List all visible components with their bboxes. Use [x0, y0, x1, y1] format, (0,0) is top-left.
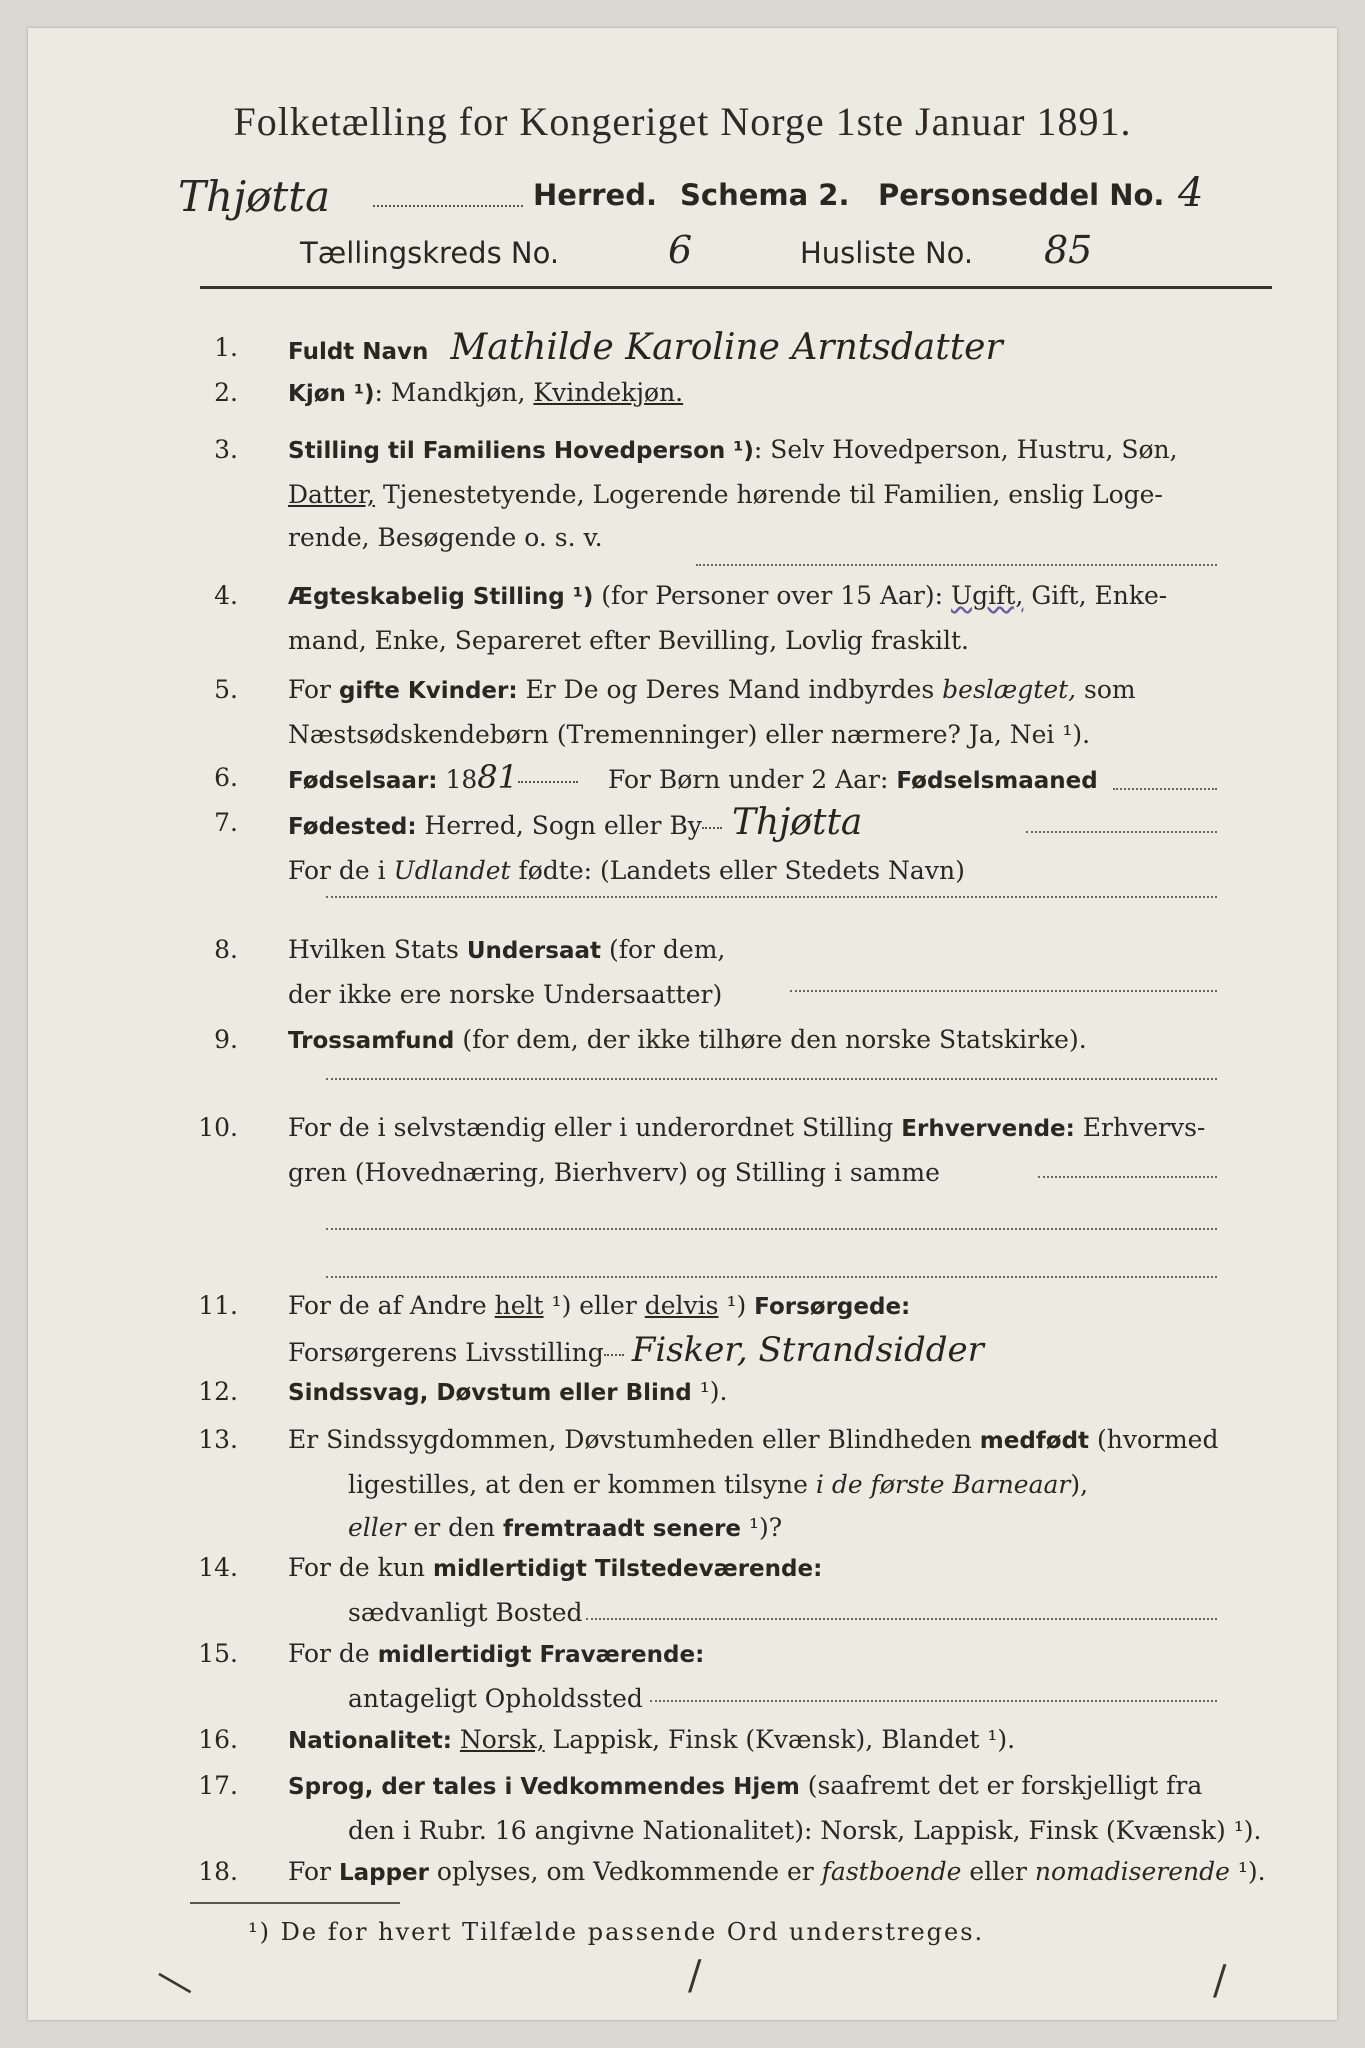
selected-option: Kvindekjøn. — [533, 378, 684, 407]
herred-name: Thjøtta — [178, 172, 331, 221]
dotted-line — [326, 1228, 1217, 1230]
field-label: Fuldt Navn — [288, 339, 429, 365]
form-title: Folketælling for Kongeriget Norge 1ste Januar 1891. — [233, 99, 1132, 144]
selected-option: Norsk, — [459, 1725, 545, 1754]
selected-option: Ugift, — [951, 581, 1024, 610]
herred-label: Herred. — [533, 178, 657, 212]
footnote-divider — [190, 1902, 400, 1904]
dotted-line — [326, 1276, 1217, 1278]
pencil-mark: / — [688, 1953, 702, 1999]
dotted-leader — [650, 1700, 1217, 1702]
husliste-number: 85 — [1044, 228, 1093, 272]
dotted-leader — [1113, 788, 1217, 790]
dotted-leader — [373, 204, 523, 207]
dotted-leader — [1038, 1176, 1217, 1178]
husliste-label: Husliste No. — [800, 236, 974, 270]
dotted-line — [326, 1078, 1217, 1080]
header-divider — [200, 286, 1272, 289]
taellingskreds-label: Tællingskreds No. — [300, 236, 560, 270]
birth-year-answer: 81 — [477, 758, 518, 796]
selected-option: Datter, — [288, 480, 375, 509]
footnote: ¹) De for hvert Tilfælde passende Ord understreges. — [248, 1918, 985, 1946]
taellingskreds-number: 6 — [668, 228, 693, 272]
schema-label: Schema 2. — [680, 178, 850, 212]
birthplace-answer: Thjøtta — [731, 802, 863, 843]
dotted-leader — [790, 990, 1217, 992]
pencil-mark: / — [1213, 1958, 1227, 2004]
pencil-mark: — — [147, 1951, 205, 2011]
dotted-line — [326, 896, 1217, 898]
personseddel-number: 4 — [1178, 170, 1204, 216]
personseddel-label: Personseddel No. — [878, 178, 1165, 212]
supporter-occupation-answer: Fisker, Strandsidder — [631, 1330, 984, 1370]
dotted-leader — [586, 1618, 1217, 1620]
dotted-leader — [1026, 831, 1217, 833]
full-name-answer: Mathilde Karoline Arntsdatter — [450, 327, 1003, 368]
census-form-page: Folketælling for Kongeriget Norge 1ste Januar 1891. Thjøtta Herred. Schema 2. Personseddel No. 4 Tællingskreds No. 6 Husliste No. 85 1. Fuldt Navn Mathilde Karoline Arntsdatter 2. Kjøn ¹): Mandkjøn, Kvindekjøn. 3. Stilling til Familiens Hovedperson ¹): Selv Hovedperson, Hustru, Søn, Datter, Tjenestetyende, Logerende hørende til Familien, enslig Loge- rende, Besøgende o. s. v. 4. Ægteskabelig Stilling ¹) (for Personer over 15 Aar): Ugift, Gift, Enke- mand, Enke, Separeret efter Bevilling, Lovlig fraskilt. 5. For gifte Kvinder: Er De og Deres Mand indbyrdes beslægtet, som Næstsødskendebørn (Tremenninger) eller nærmere? Ja, Nei ¹). 6. Fødselsaar: 1881 For Børn under 2 Aar: Fødselsmaaned 7. Fødested: Herred, Sogn eller By Thjøtta For de i Udlandet fødte: (Landets eller Stedets Navn) 8. Hvilken Stats Undersaat (for dem, der ikke ere norske Undersaatter) 9. Trossamfund (for dem, der ikke tilhøre den norske Statskirke). 10. For de i selvstændig eller i underordnet Stilling Erhvervende: Erhvervs- gren (Hovednæring, Bierhverv) og Stilling i samme 11. For de af Andre helt ¹) eller delvis ¹) Forsørgede: Forsørgerens Livsstilling Fisker, Strandsidder 12. Sindssvag, Døvstum eller Blind ¹). 13. Er Sindssygdommen, Døvstumheden eller Blindheden medfødt (hvormed ligestilles, at den er kommen tilsyne i de første Barneaar), eller er den fremtraadt senere ¹)? 14. For de kun midlertidigt Tilstedeværende: sædvanligt Bosted 15. For de midlertidigt Fraværende: antageligt Opholdssted 16. Nationalitet: Norsk, Lappisk, Finsk (Kvænsk), Blandet ¹). 17. Sprog, der tales i Vedkommendes Hjem (saafremt det er forskjelligt fra den i Rubr. 16 angivne Nationalitet): Norsk, Lappisk, Finsk (Kvænsk) ¹). 18. For Lapper oplyses, om Vedkommende er fastboende eller nomadiserende ¹). ¹) De for hvert Tilfælde passende Ord understreges. — / / — [28, 28, 1337, 2020]
dotted-leader — [696, 564, 1217, 566]
